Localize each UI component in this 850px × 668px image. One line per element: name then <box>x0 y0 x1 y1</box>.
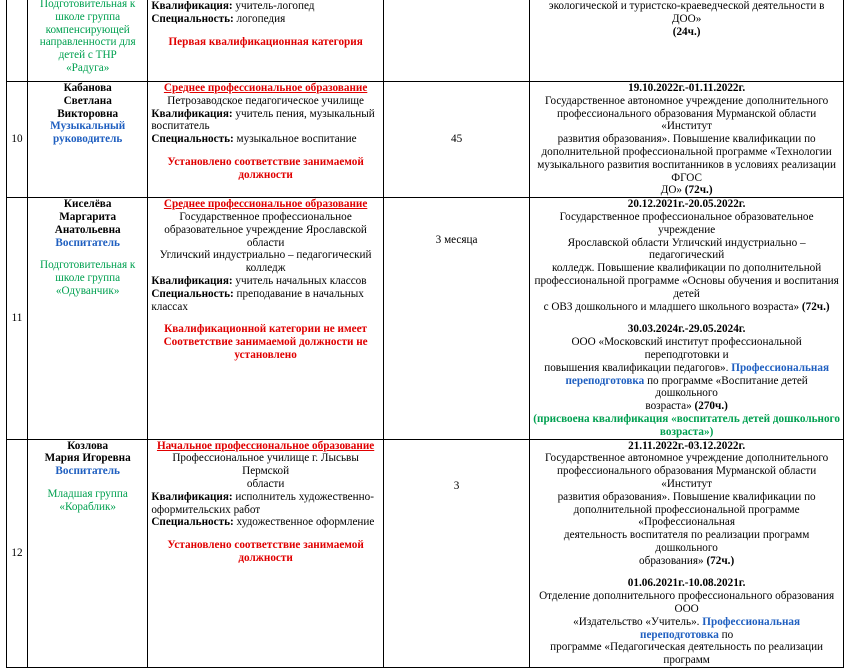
education-level: Среднее профессиональное образование <box>163 82 368 94</box>
course-text: Отделение дополнительного профессионального образования ООО «Издательство «Учитель». Профессиональная переподготовка по программе «Педагогическая деятельность по реализации программ <box>539 590 835 667</box>
qualification-value: учитель начальных классов <box>232 274 367 287</box>
teacher-position: Музыкальный руководитель <box>50 120 126 146</box>
education-cell <box>148 0 384 82</box>
course-hours: (24ч.) <box>672 25 701 38</box>
qualification-value: исполнитель художественно-оформительских работ <box>151 490 374 516</box>
qualification-label: Квалификация: <box>151 107 233 120</box>
course-dates: 20.12.2021г.-20.05.2022г. <box>627 198 746 211</box>
course-hours: (72ч.) <box>684 184 713 197</box>
teacher-name: Киселёва Маргарита Анатольевна <box>54 198 121 236</box>
specialty-label: Специальность: <box>151 516 234 529</box>
experience-cell <box>383 0 529 82</box>
course-text: Государственное автономное учреждение дополнительного профессионального образования Мурманской области «Институт развития образования». Повышение квалификации по дополнительной профессиональной программе «Профессиональная деятельность воспитателя по реализации программ дошкольного образования» (72ч.) <box>544 452 829 567</box>
group-name: Подготовительная к школе группа «Одуванчик» <box>40 259 136 297</box>
group-name: Младшая группа «Кораблик» <box>47 487 128 513</box>
course-text: Государственное профессиональное образовательное учреждение Ярославской области Угличский индустриально – педагогический колледж. Повышение квалификации по дополнительной профессиональной программе «Основы обучения и воспитания детей с ОВЗ дошкольного и младшего школьного возраста» (72ч.) <box>534 210 839 313</box>
assigned-qualification: (присвоена квалификация «воспитатель детей дошкольного возраста») <box>533 412 840 438</box>
teacher-position: Воспитатель <box>55 465 120 478</box>
course-text: Государственное автономное учреждение дополнительного профессионального образования Мурманской области «Институт развития образования». Повышение квалификации по дополнительной профессиональной программе «Технологии музыкального развития воспитанников в условиях реализации ФГОС ДО» (72ч.) <box>537 94 836 197</box>
experience-cell: 3 <box>383 439 529 668</box>
education-level: Среднее профессиональное образование <box>163 198 368 211</box>
education-institution: Профессиональное училище г. Лысьвы Пермской области <box>172 452 359 490</box>
group-name: Подготовительная к школе группа компенсирующей направленности для детей с ТНР «Радуга» <box>39 0 136 74</box>
course-cell <box>530 439 844 668</box>
teacher-position: Воспитатель <box>55 236 120 249</box>
experience-cell: 45 <box>383 82 529 198</box>
course-dates: 01.06.2021г.-10.08.2021г. <box>627 577 746 590</box>
qualification-label: Квалификация: <box>151 490 233 503</box>
course-dates: 30.03.2024г.-29.05.2024г. <box>627 323 746 336</box>
category-status: Установлено соответствие занимаемой должности <box>167 539 364 564</box>
teacher-cell <box>28 0 148 82</box>
specialty-label: Специальность: <box>151 12 234 25</box>
retraining-label: переподготовка <box>565 374 645 387</box>
teacher-cell <box>28 439 148 668</box>
row-number: 10 <box>7 82 28 198</box>
row-number <box>7 0 28 82</box>
specialty-value: музыкальное воспитание <box>233 133 357 146</box>
table-row <box>7 439 844 668</box>
course-dates: 21.11.2022г.-03.12.2022г. <box>628 439 746 452</box>
course-hours: (72ч.) <box>706 554 735 567</box>
teacher-name: Козлова Мария Игоревна <box>44 439 131 465</box>
course-hours: (270ч.) <box>694 400 728 413</box>
category-status: Установлено соответствие занимаемой должности <box>167 155 364 181</box>
specialty-label: Специальность: <box>151 133 234 146</box>
specialty-value: художественное оформление <box>233 516 375 529</box>
teacher-cell <box>28 82 148 198</box>
course-text: ООО «Московский институт профессиональной переподготовки и повышения квалификации педагогов». Профессиональная переподготовка по программе «Воспитание детей дошкольного возраста» (270ч.) <box>544 336 830 413</box>
qualification-value: учитель пения, музыкальный воспитатель <box>151 107 375 133</box>
qualification-value: учитель-логопед <box>232 0 315 12</box>
specialty-value: преподавание в начальных классах <box>151 287 364 313</box>
education-cell <box>148 198 384 439</box>
course-cell <box>530 198 844 439</box>
course-cell <box>530 82 844 198</box>
qualification-label: Квалификация: <box>151 0 233 12</box>
category-status: Квалификационной категории не имеет Соответствие занимаемой должности не установлено <box>163 323 368 361</box>
staff-table <box>6 0 844 668</box>
table-row <box>7 198 844 439</box>
education-institution: Петрозаводское педагогическое училище <box>167 94 364 107</box>
course-hours: (72ч.) <box>801 300 830 313</box>
row-number: 11 <box>7 198 28 439</box>
retraining-label: Профессиональная <box>731 361 830 374</box>
education-level: Начальное профессиональное образование <box>156 439 375 452</box>
category-status: Первая квалификационная категория <box>168 35 363 48</box>
education-cell <box>148 439 384 668</box>
table-row <box>7 0 844 82</box>
row-number: 12 <box>7 439 28 668</box>
table-row <box>7 82 844 198</box>
experience-cell: 3 месяца <box>383 198 529 439</box>
course-dates: 19.10.2022г.-01.11.2022г. <box>628 82 746 94</box>
specialty-label: Специальность: <box>151 287 234 300</box>
education-cell <box>148 82 384 198</box>
course-text: экологической и туристско-краеведческой деятельности в ДОО» <box>548 0 825 25</box>
course-cell <box>530 0 844 82</box>
retraining-label: Профессиональная переподготовка <box>640 615 801 641</box>
teacher-cell <box>28 198 148 439</box>
teacher-name: Кабанова Светлана Викторовна <box>57 82 119 120</box>
specialty-value: логопедия <box>233 12 286 25</box>
education-institution: Государственное профессиональное образовательное учреждение Ярославской области Угличский индустриально – педагогический колледж <box>159 210 372 275</box>
qualification-label: Квалификация: <box>151 274 233 287</box>
